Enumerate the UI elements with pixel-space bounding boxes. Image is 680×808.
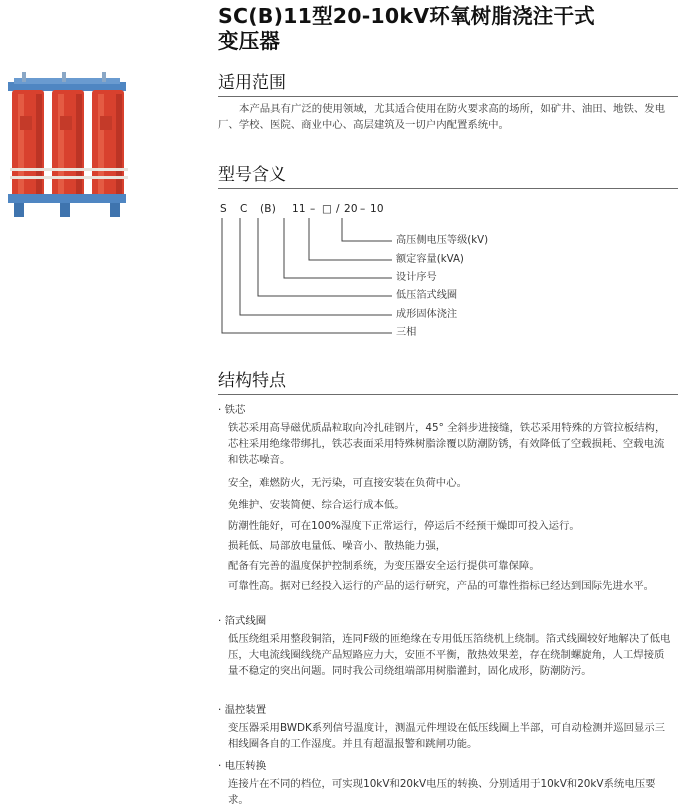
temp-control-label: · 温控装置 — [218, 704, 267, 716]
core-paragraph: 损耗低、局部放电量低、噪音小、散热能力强， — [228, 540, 447, 552]
page-title-line-2: 变压器 — [218, 29, 281, 53]
model-code-part: – — [360, 203, 366, 215]
bracket-foil-coil — [258, 218, 392, 296]
bracket-capacity — [309, 218, 392, 260]
core-paragraph: 可靠性高。据对已经投入运行的产品的运行研究，产品的可靠性指标已经达到国际先进水平。 — [228, 580, 655, 592]
core-paragraph: 铁芯采用高导磁优质晶粒取向冷扎硅钢片，45° 全斜步进接缝，铁芯采用特殊的方管拉板结构，芯柱采用绝缘带绑扎，铁芯表面采用特殊树脂涂覆以防潮防锈，有效降低了空载损耗、空载电流和铁芯噪音。 — [228, 422, 666, 466]
model-code-part: / — [336, 203, 340, 215]
bracket-design-no — [284, 218, 392, 278]
meaning-design-no: 设计序号 — [396, 272, 437, 283]
bracket-three-phase — [222, 218, 392, 333]
meaning-foil-coil: 低压箔式线圈 — [396, 290, 458, 301]
bracket-high-voltage — [342, 218, 392, 241]
model-code-part: 10 — [370, 203, 384, 215]
model-code-part: 11 — [292, 203, 306, 215]
core-label: · 铁芯 — [218, 404, 246, 416]
scope-text: 本产品具有广泛的使用领域，尤其适合使用在防火要求高的场所，如矿井、油田、地铁、发电厂、学校、医院、商业中心、高层建筑及一切户内配置系统中。 — [218, 103, 666, 131]
meaning-cast: 成形固体浇注 — [396, 309, 458, 320]
bracket-cast — [240, 218, 392, 315]
core-paragraph: 配备有完善的温度保护控制系统，为变压器安全运行提供可靠保障。 — [228, 560, 540, 572]
model-code-part: □ — [322, 203, 333, 215]
meaning-high-voltage: 高压侧电压等级(kV) — [396, 235, 489, 246]
coil-text: 低压绕组采用整段铜箔，连同F级的匝绝缘在专用低压箔绕机上绕制。箔式线圈较好地解决了低电压，大电流线圈线绕产品短路应力大，安匝不平衡，散热效果差，存在绕制螺旋角，人工焊接质量不稳定的突出问题。同时我公司绕组端部用树脂灌封，固化成形，防潮防污。 — [228, 633, 671, 677]
core-paragraph: 安全，难燃防火，无污染，可直接安装在负荷中心。 — [228, 477, 467, 489]
core-paragraph: 防潮性能好，可在100%湿度下正常运行，停运后不经预干燥即可投入运行。 — [228, 520, 580, 532]
voltage-switch-text: 连接片在不同的档位，可实现10kV和20kV电压的转换、分别适用于10kV和20kV系统电压要求。 — [228, 778, 656, 806]
model-code-part: – — [310, 203, 316, 215]
coil-label: · 箔式线圈 — [218, 615, 267, 627]
voltage-switch-label: · 电压转换 — [218, 760, 267, 772]
model-code-part: S — [220, 203, 227, 215]
meaning-three-phase: 三相 — [396, 327, 417, 338]
temp-control-text: 变压器采用BWDK系列信号温度计，测温元件埋设在低压线圈上半部，可自动检测并巡回显示三相线圈各自的工作湿度。并且有超温报警和跳闸功能。 — [228, 722, 666, 750]
model-code-part: C — [240, 203, 248, 215]
model-code-part: 20 — [344, 203, 358, 215]
page-title-line-1: SC(B)11型20-10kV环氧树脂浇注干式 — [218, 4, 595, 28]
model-code-part: (B) — [260, 203, 276, 215]
meaning-capacity: 额定容量(kVA) — [396, 254, 464, 265]
features-heading: 结构特点 — [218, 370, 678, 395]
scope-heading: 适用范围 — [218, 72, 678, 97]
model-heading: 型号含义 — [218, 164, 678, 189]
core-paragraph: 免维护、安装简便、综合运行成本低。 — [228, 499, 405, 511]
